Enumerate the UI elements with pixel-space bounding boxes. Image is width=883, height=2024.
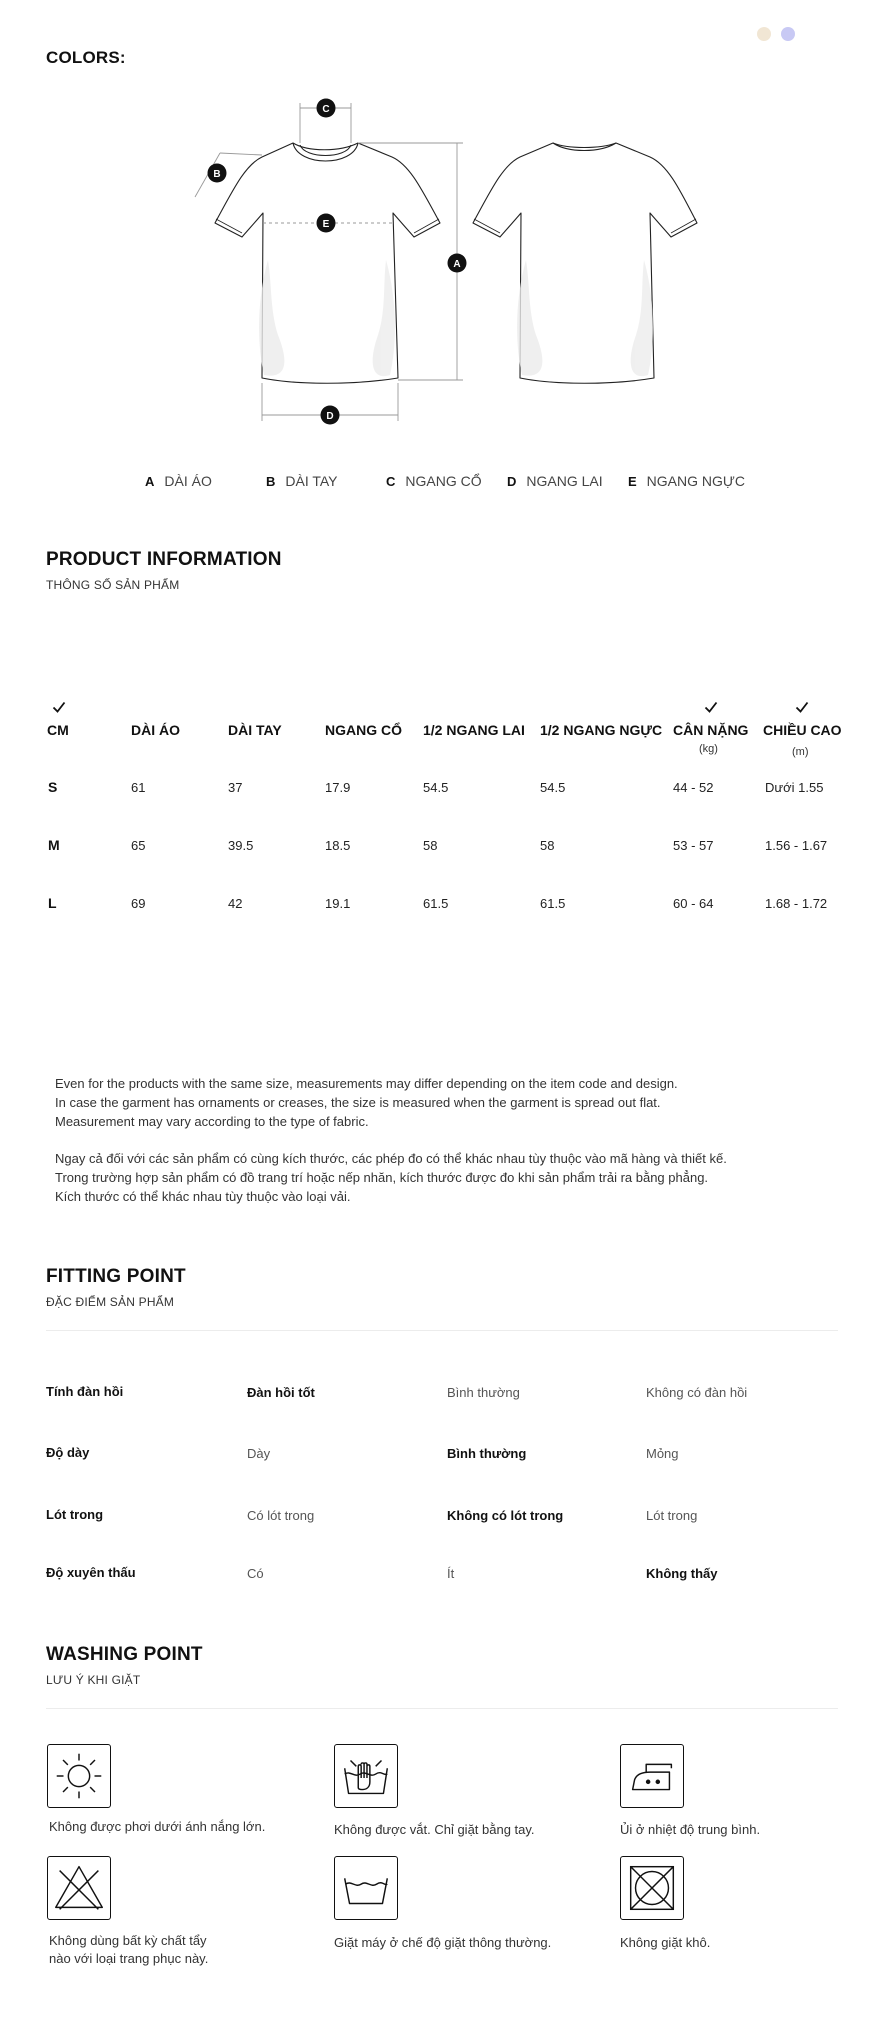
table-cell: 54.5 bbox=[423, 780, 449, 795]
legend-item-e: E NGANG NGỰC bbox=[628, 473, 745, 489]
table-cell-size: M bbox=[48, 837, 60, 853]
legend-item-a: A DÀI ÁO bbox=[145, 473, 212, 489]
table-cell: 39.5 bbox=[228, 838, 254, 853]
fitting-label-elasticity: Tính đàn hồi bbox=[46, 1384, 124, 1399]
table-cell: 58 bbox=[540, 838, 555, 853]
table-cell: 19.1 bbox=[325, 896, 351, 911]
table-header-cm: CM bbox=[47, 722, 69, 738]
fitting-option: Có bbox=[247, 1566, 264, 1581]
marker-a bbox=[448, 254, 467, 273]
table-header-dai-ao: DÀI ÁO bbox=[131, 722, 180, 738]
note-en-line: Even for the products with the same size, measurements may differ depending on the item code and design. bbox=[55, 1076, 678, 1091]
fitting-label-thickness: Độ dày bbox=[46, 1445, 90, 1460]
washing-text: Không giặt khô. bbox=[620, 1935, 711, 1950]
legend-item-b: B DÀI TAY bbox=[266, 473, 338, 489]
table-header-ngang-lai: 1/2 NGANG LAI bbox=[423, 722, 525, 738]
color-swatch-beige[interactable] bbox=[757, 27, 771, 41]
fitting-label-lining: Lót trong bbox=[46, 1507, 104, 1522]
table-cell: 61 bbox=[131, 780, 146, 795]
svg-text:C: C bbox=[322, 104, 330, 115]
table-cell-size: L bbox=[48, 895, 57, 911]
table-cell: 18.5 bbox=[325, 838, 351, 853]
note-vi-line: Ngay cả đối với các sản phẩm có cùng kích thước, các phép đo có thể khác nhau tùy thuộc vào mã hàng và thiết kế. bbox=[55, 1151, 727, 1166]
washing-text: Giặt máy ở chế độ giặt thông thường. bbox=[334, 1935, 552, 1950]
table-cell: Dưới 1.55 bbox=[765, 780, 824, 795]
table-cell: 54.5 bbox=[540, 780, 566, 795]
svg-text:E: E bbox=[322, 219, 330, 230]
table-cell: 1.68 - 1.72 bbox=[765, 896, 828, 911]
machine-wash-normal-icon bbox=[334, 1856, 398, 1920]
no-dry-clean-icon bbox=[620, 1856, 684, 1920]
washing-text: Không dùng bất kỳ chất tẩy nào với loại trang phục này. bbox=[49, 1933, 209, 1966]
note-vi-line: Kích thước có thể khác nhau tùy thuộc vào loại vải. bbox=[55, 1189, 351, 1204]
table-cell: 58 bbox=[423, 838, 438, 853]
fitting-title: FITTING POINT bbox=[46, 1266, 186, 1287]
fitting-option: Có lót trong bbox=[247, 1508, 315, 1523]
fitting-label-transparency: Độ xuyên thấu bbox=[46, 1565, 136, 1580]
table-cell: 37 bbox=[228, 780, 243, 795]
fitting-option: Ít bbox=[447, 1566, 455, 1581]
fitting-option-selected: Không có lót trong bbox=[447, 1508, 564, 1523]
svg-text:A: A bbox=[453, 259, 461, 270]
svg-text:B: B bbox=[213, 169, 221, 180]
note-vi-line: Trong trường hợp sản phẩm có đồ trang trí hoặc nếp nhăn, kích thước được đo khi sản phẩm trải ra bằng phẳng. bbox=[55, 1170, 709, 1185]
table-header-dai-tay: DÀI TAY bbox=[228, 722, 282, 738]
table-cell: 60 - 64 bbox=[673, 896, 714, 911]
legend-item-c: C NGANG CỔ bbox=[386, 473, 482, 489]
colors-title: COLORS: bbox=[46, 48, 126, 67]
table-cell: 61.5 bbox=[540, 896, 566, 911]
tshirt-measurement-diagram bbox=[0, 95, 883, 435]
note-en-line: In case the garment has ornaments or creases, the size is measured when the garment is spread out flat. bbox=[55, 1095, 661, 1110]
table-header-can-nang: CÂN NẶNG bbox=[673, 722, 749, 738]
product-info-title: PRODUCT INFORMATION bbox=[46, 549, 282, 570]
shirt-front bbox=[215, 143, 440, 383]
fitting-option-selected: Đàn hồi tốt bbox=[247, 1385, 315, 1400]
hand-wash-icon bbox=[334, 1744, 398, 1808]
table-header-ngang-co: NGANG CỔ bbox=[325, 722, 402, 738]
check-icon bbox=[52, 700, 66, 714]
fitting-option-selected: Không thấy bbox=[646, 1566, 718, 1581]
fitting-option: Mỏng bbox=[646, 1446, 679, 1461]
table-cell: 44 - 52 bbox=[673, 780, 714, 795]
table-cell: 1.56 - 1.67 bbox=[765, 838, 828, 853]
fitting-option: Không có đàn hồi bbox=[646, 1385, 748, 1400]
washing-title: WASHING POINT bbox=[46, 1644, 203, 1665]
table-header-ngang-nguc: 1/2 NGANG NGỰC bbox=[540, 722, 663, 738]
color-swatch-lavender[interactable] bbox=[781, 27, 795, 41]
weight-unit: (kg) bbox=[699, 743, 718, 755]
washing-text: Ủi ở nhiệt độ trung bình. bbox=[620, 1822, 761, 1837]
table-header-chieu-cao: CHIỀU CAO bbox=[763, 722, 842, 738]
table-cell: 17.9 bbox=[325, 780, 351, 795]
note-en-line: Measurement may vary according to the type of fabric. bbox=[55, 1114, 369, 1129]
washing-subtitle: LƯU Ý KHI GIẶT bbox=[46, 1673, 141, 1687]
shirt-back bbox=[473, 143, 697, 383]
fitting-option: Bình thường bbox=[447, 1385, 520, 1400]
fitting-subtitle: ĐẶC ĐIỂM SẢN PHẨM bbox=[46, 1295, 175, 1309]
svg-text:D: D bbox=[326, 411, 334, 422]
table-cell: 61.5 bbox=[423, 896, 449, 911]
table-cell: 42 bbox=[228, 896, 243, 911]
washing-text: Không được phơi dưới ánh nắng lớn. bbox=[49, 1819, 266, 1834]
no-bleach-icon bbox=[47, 1856, 111, 1920]
marker-c bbox=[317, 99, 336, 118]
check-icon bbox=[704, 700, 718, 714]
table-cell: 65 bbox=[131, 838, 146, 853]
check-icon bbox=[795, 700, 809, 714]
fitting-option: Lót trong bbox=[646, 1508, 698, 1523]
fitting-divider bbox=[46, 1330, 838, 1331]
iron-medium-icon bbox=[620, 1744, 684, 1808]
marker-e bbox=[317, 214, 336, 233]
product-info-subtitle: THÔNG SỐ SẢN PHẨM bbox=[46, 578, 180, 592]
table-cell: 53 - 57 bbox=[673, 838, 714, 853]
fitting-option-selected: Bình thường bbox=[447, 1446, 527, 1461]
table-cell-size: S bbox=[48, 779, 58, 795]
table-cell: 69 bbox=[131, 896, 146, 911]
height-unit: (m) bbox=[792, 746, 809, 758]
marker-b bbox=[208, 164, 227, 183]
fitting-option: Dày bbox=[247, 1446, 271, 1461]
no-sun-dry-icon bbox=[47, 1744, 111, 1808]
washing-divider bbox=[46, 1708, 838, 1709]
marker-d bbox=[321, 406, 340, 425]
washing-text: Không được vắt. Chỉ giặt bằng tay. bbox=[334, 1822, 535, 1837]
legend-item-d: D NGANG LAI bbox=[507, 473, 603, 489]
